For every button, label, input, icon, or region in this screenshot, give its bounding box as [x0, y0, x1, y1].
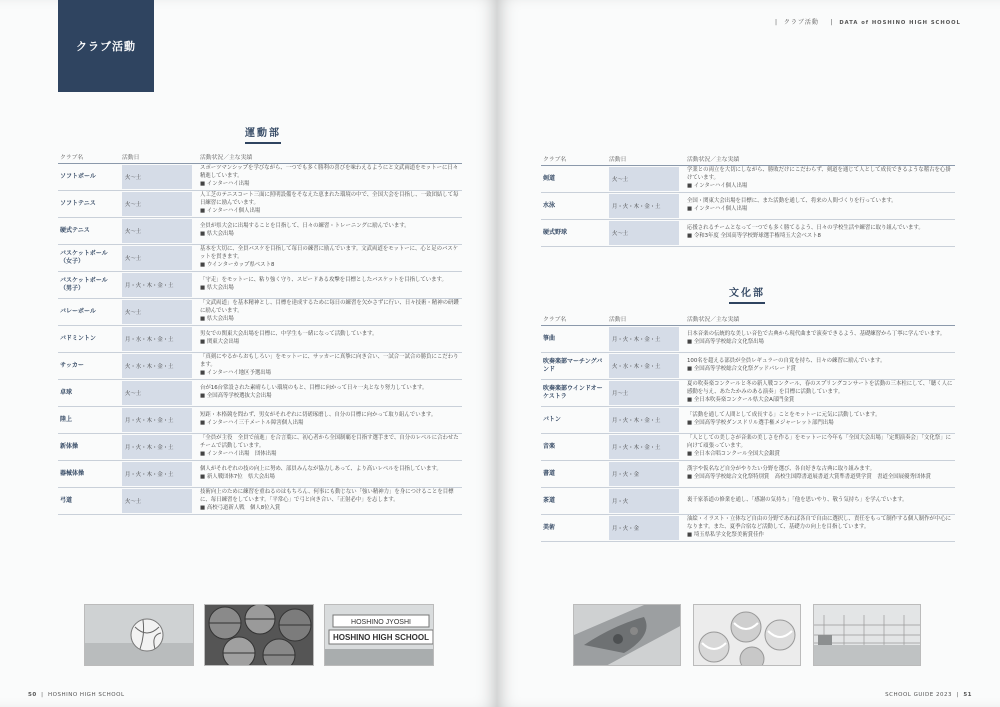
achievement: ■ 新人戦団体7位 県大会出場 [200, 474, 460, 482]
achievement: ■ インターハイ個人出場 [200, 208, 460, 216]
col-days: 活動日 [607, 314, 685, 326]
activity-days: 火・水・木・金・土 [609, 354, 679, 378]
sports-section-title: 運動部 [228, 124, 298, 144]
col-club: クラブ名 [58, 152, 120, 164]
table-row [541, 407, 955, 434]
left-footer-school: HOSHINO HIGH SCHOOL [48, 692, 125, 698]
activity-description-cell [685, 488, 955, 515]
table-row [541, 193, 955, 220]
table-row [541, 353, 955, 380]
activity-description-cell [198, 164, 462, 191]
table-row [58, 326, 462, 353]
activity-description-cell [685, 407, 955, 434]
activity-days: 月・火・木・金・土 [609, 408, 679, 432]
table-row [58, 245, 462, 272]
col-desc: 活動状況／主な実績 [685, 154, 955, 166]
club-name: 新体操 [58, 434, 120, 461]
activity-description-cell [198, 488, 462, 515]
activity-description: 全国・関東大会出場を目標に、また活動を通して、将来の人間づくりを行っています。 [687, 198, 897, 205]
table-row [541, 326, 955, 353]
club-name: 吹奏楽部マーチングバンド [541, 353, 607, 380]
activity-description: 台が16台常設された素晴らしい環境のもと、目標に向かって日々一丸となり努力しています。 [200, 385, 428, 392]
table-header-row [541, 314, 955, 326]
achievement: ■ ウインターカップ県ベスト8 [200, 262, 460, 270]
table-row [541, 380, 955, 407]
left-footer: 50 | HOSHINO HIGH SCHOOL [28, 692, 125, 698]
activity-description: 応援されるチームとなって一つでも多く勝てるよう、日々の学校生活や練習に取り組んでいます。 [687, 225, 924, 232]
achievement: ■ インターハイ個人出場 [687, 206, 953, 214]
club-name: 硬式テニス [58, 218, 120, 245]
activity-description: 裏千家茶道の修業を通し、「感謝の気持ち」「他を思いやり、敬う気持ち」を学んでいます。 [687, 497, 908, 504]
club-name: 卓球 [58, 380, 120, 407]
table-row [58, 299, 462, 326]
table-row [58, 191, 462, 218]
col-days: 活動日 [607, 154, 685, 166]
achievement: ■ 全国高等学校総合文化祭グッドパレード賞 [687, 366, 953, 374]
activity-days-cell [607, 434, 685, 461]
activity-days: 火〜土 [122, 219, 192, 243]
activity-days: 月・火・木・金・土 [122, 435, 192, 459]
paint-palette-photo [573, 604, 681, 666]
achievement: ■ 全国高等学校総合文化祭出場 [687, 339, 953, 347]
club-name: 弓道 [58, 488, 120, 515]
activity-days: 月・火 [609, 489, 679, 513]
activity-days-cell [607, 353, 685, 380]
achievement: ■ 県大会出場 [200, 231, 460, 239]
activity-description-cell [685, 434, 955, 461]
table-row [58, 353, 462, 380]
achievement: ■ 埼玉県私学文化祭美術賞佳作 [687, 532, 953, 540]
club-name: 剣道 [541, 166, 607, 193]
activity-days: 火〜土 [122, 246, 192, 270]
activity-days-cell [120, 245, 198, 272]
activity-days: 月・火・木・金・土 [609, 327, 679, 351]
activity-description: 「文武両道」を基本精神とし、目標を達成するために毎日の練習を欠かさずに行い、日々技術・精神の研鑽に励んでいます。 [200, 300, 459, 315]
club-name: サッカー [58, 353, 120, 380]
culture-section-title: 文化部 [712, 284, 782, 304]
achievement: ■ インターハイ出場 [200, 181, 460, 189]
running-section: クラブ活動 [783, 19, 819, 26]
achievement: ■ 全国高等学校選抜大会出場 [200, 393, 460, 401]
activity-description-cell [198, 245, 462, 272]
activity-days: 火〜土 [122, 381, 192, 405]
club-name: 茶道 [541, 488, 607, 515]
activity-days: 月・水・木・金・土 [122, 327, 192, 351]
activity-days: 月・火・木・金・土 [609, 435, 679, 459]
activity-days-cell [607, 515, 685, 542]
activity-days-cell [120, 218, 198, 245]
club-name: 水泳 [541, 193, 607, 220]
table-header-row [541, 154, 955, 166]
activity-description: 「人としての美しさが音楽の美しさを作る」をモットーに今年も「全国大会出場」「定期演奏会」「文化祭」に向けて頑張っています。 [687, 435, 951, 450]
activity-description: 「活動を通して人間として成長する」ことをモットーに元気に活動しています。 [687, 412, 881, 419]
activity-description-cell [685, 326, 955, 353]
achievement: ■ 関東大会出場 [200, 339, 460, 347]
table-row [541, 488, 955, 515]
table-row [58, 488, 462, 515]
right-footer: SCHOOL GUIDE 2023 | 51 [885, 692, 972, 698]
table-row [58, 164, 462, 191]
activity-description-cell [198, 434, 462, 461]
activity-description-cell [198, 380, 462, 407]
activity-description-cell [198, 326, 462, 353]
activity-description-cell [685, 193, 955, 220]
club-name: 吹奏楽部ウインドオーケストラ [541, 380, 607, 407]
activity-days: 月・火・金 [609, 516, 679, 540]
volleyball-photo [84, 604, 194, 666]
page-title: クラブ活動 [58, 0, 154, 92]
table-row [58, 272, 462, 299]
activity-description-cell [198, 299, 462, 326]
activity-days-cell [120, 434, 198, 461]
activity-description-cell [198, 353, 462, 380]
activity-days-cell [120, 380, 198, 407]
activity-days: 火〜土 [609, 221, 679, 245]
activity-days-cell [120, 461, 198, 488]
activity-description: 夏の吹奏楽コンクールと冬の新人戦コンクール、春のスプリングコンサートを活動の三本柱にして、「聴く人に感動を与え、あたたかみのある演奏」を目標に活動しています。 [687, 381, 953, 396]
achievement: ■ 県大会出場 [200, 285, 460, 293]
right-page-number: 51 [963, 692, 972, 698]
achievement: ■ インターハイ出場 団体出場 [200, 451, 460, 459]
activity-days: 火〜土 [122, 300, 192, 324]
activity-description: 技術向上のために練習を重ねるのはもちろん、何事にも動じない「強い精神力」を身につけることを目標に、毎日練習をしています。「平常心」で弓と向き合い、「正射必中」を志します。 [200, 489, 454, 504]
club-name: バドミントン [58, 326, 120, 353]
table-row [541, 515, 955, 542]
club-name: 書道 [541, 461, 607, 488]
club-name: 美術 [541, 515, 607, 542]
achievement: ■ 全日本吹奏楽コンクール県大会A部門金賞 [687, 397, 953, 405]
left-page-number: 50 [28, 692, 37, 698]
club-name: 陸上 [58, 407, 120, 434]
table-row [541, 220, 955, 247]
club-name: バスケットボール（女子） [58, 245, 120, 272]
achievement: ■ 高校弓道新人戦 個人8位入賞 [200, 505, 460, 513]
activity-days-cell [120, 488, 198, 515]
activity-description-cell [685, 220, 955, 247]
club-name: バトン [541, 407, 607, 434]
activity-days: 月・火・木・金・土 [609, 194, 679, 218]
table-row [58, 218, 462, 245]
table-row [541, 434, 955, 461]
activity-description-cell [198, 461, 462, 488]
table-row [541, 166, 955, 193]
club-name: 器械体操 [58, 461, 120, 488]
table-row [58, 434, 462, 461]
club-name: 硬式野球 [541, 220, 607, 247]
club-name: 箏曲 [541, 326, 607, 353]
col-desc: 活動状況／主な実績 [198, 152, 462, 164]
activity-description-cell [685, 166, 955, 193]
activity-description: スポーツマンシップを学びながら、一つでも多く勝利の喜びを味わえるようにと文武両道をモットーに日々精進しています。 [200, 165, 459, 180]
activity-days-cell [607, 193, 685, 220]
activity-days: 火〜土 [122, 489, 192, 513]
activity-days: 火〜土 [609, 167, 679, 191]
culture-table [541, 314, 955, 542]
table-row [58, 461, 462, 488]
activity-description: 漢字や仮名など自分がやりたい分野を選び、各自好きな古典に取り組みます。 [687, 466, 876, 473]
table-row [58, 380, 462, 407]
basketballs-photo [204, 604, 314, 666]
sign-line-1: HOSHINO JYOSHI [351, 619, 411, 626]
sports-field-photo [813, 604, 921, 666]
sports-table [58, 152, 462, 515]
activity-description-cell [198, 272, 462, 299]
activity-days-cell [120, 353, 198, 380]
right-footer-guide: SCHOOL GUIDE 2023 [885, 692, 952, 698]
table-header-row [58, 152, 462, 164]
activity-description-cell [685, 461, 955, 488]
achievement: ■ 県大会出場 [200, 316, 460, 324]
running-site: DATA of HOSHINO HIGH SCHOOL [839, 20, 961, 26]
table-row [58, 407, 462, 434]
activity-days: 火〜土 [122, 192, 192, 216]
activity-days-cell [120, 299, 198, 326]
activity-days-cell [607, 166, 685, 193]
activity-days-cell [120, 191, 198, 218]
activity-days-cell [120, 164, 198, 191]
activity-description: 個人がそれぞれの技の向上に努め、部員みんなが協力しあって、より高いレベルを目指しています。 [200, 466, 442, 473]
achievement: ■ 令和3年度 全国高等学校野球選手権埼玉大会ベスト8 [687, 233, 953, 241]
running-header: | クラブ活動 | DATA of HOSHINO HIGH SCHOOL [775, 19, 961, 26]
activity-days-cell [120, 326, 198, 353]
sign-line-2: HOSHINO HIGH SCHOOL [332, 633, 430, 642]
activity-description: 「真剣にやるからおもしろい」をモットーに、サッカーに真摯に向き合い、一試合一試合の勝負にこだわります。 [200, 354, 459, 369]
activity-description-cell [685, 380, 955, 407]
activity-days: 月・火・木・金・土 [122, 408, 192, 432]
achievement: ■ インターハイ地区予選出場 [200, 370, 460, 378]
left-page [0, 0, 497, 707]
activity-days-cell [607, 220, 685, 247]
activity-days-cell [120, 272, 198, 299]
activity-description: 「守走」をモットーに、粘り強く守り、スピードある攻撃を目標としたバスケットを目指しています。 [200, 277, 447, 284]
activity-days-cell [607, 380, 685, 407]
table-row [541, 461, 955, 488]
activity-description: 油絵・イラスト・立体など自由の分野であれば各自で自由に選択し、責任をもって制作する個人制作が中心になります。また、夏季合宿など活動して、基礎力の向上を目指しています。 [687, 516, 951, 531]
col-club: クラブ名 [541, 154, 607, 166]
tennis-balls-photo [693, 604, 801, 666]
club-name: 音楽 [541, 434, 607, 461]
col-days: 活動日 [120, 152, 198, 164]
achievement: ■ インターハイ個人出場 [687, 183, 953, 191]
activity-days-cell [607, 326, 685, 353]
activity-description: 100名を超える部員が全員レギュラーの自覚を持ち、日々の練習に励んでいます。 [687, 358, 886, 365]
achievement: ■ インターハイ三千メートル障害個人出場 [200, 420, 460, 428]
activity-description: 基本を大切に、全員バスケを目指して毎日の練習に励んでいます。文武両道をモットーに、心と足のバスケットを貫きます。 [200, 246, 459, 261]
activity-days-cell [607, 407, 685, 434]
activity-days: 月・火・木・金・土 [122, 462, 192, 486]
achievement: ■ 全国高等学校ダンスドリル選手権メジャーレット部門出場 [687, 420, 953, 428]
activity-description: 全員が県大会に出場することを目指して、日々の練習・トレーニングに励んでいます。 [200, 223, 410, 230]
activity-description-cell [198, 218, 462, 245]
activity-description-cell [198, 191, 462, 218]
col-desc: 活動状況／主な実績 [685, 314, 955, 326]
activity-description-cell [198, 407, 462, 434]
activity-days-cell [607, 461, 685, 488]
club-name: バスケットボール（男子） [58, 272, 120, 299]
achievement: ■ 全国高等学校総合文化祭特別賞 高校生国際書道展書道大賞準書道奨学賞 書道全国展優秀団体賞 [687, 474, 953, 482]
activity-description: 短距・本格競を問わず、男女がそれぞれに切磋琢磨し、自分の目標に向かって取り組んでいます。 [200, 412, 437, 419]
col-club: クラブ名 [541, 314, 607, 326]
right-page [497, 0, 1000, 707]
sports-table-continued [541, 154, 955, 247]
activity-days: 火・水・木・金・土 [122, 354, 192, 378]
club-name: ソフトテニス [58, 191, 120, 218]
activity-days: 火〜土 [122, 165, 192, 189]
school-sign-photo [324, 604, 434, 666]
activity-description: 日本音楽の伝統的な美しい音色で古典から現代曲まで演奏できるよう、基礎練習から丁寧に学んでいます。 [687, 331, 946, 338]
activity-description: 男女での関東大会出場を目標に、中学生も一緒になって活動しています。 [200, 331, 378, 338]
activity-description-cell [685, 353, 955, 380]
activity-days: 月・火・金 [609, 462, 679, 486]
activity-description: 学業との両立を大切にしながら、勝敗だけにこだわらず、剣道を通じて人として成長できるような稽古を心掛けています。 [687, 167, 951, 182]
activity-days-cell [607, 488, 685, 515]
club-name: バレーボール [58, 299, 120, 326]
activity-days: 月・火・木・金・土 [122, 273, 192, 297]
activity-days-cell [120, 407, 198, 434]
activity-description-cell [685, 515, 955, 542]
activity-description: 「全員が主役 全員で前進」を合言葉に、初心者から全国制覇を目指す選手まで、自分のレベルに合わせたチームで活動しています。 [200, 435, 459, 450]
activity-description: 人工芝のテニスコート三面に照明設備をそなえた恵まれた環境の中で、全国大会を目指し、一致団結して毎日練習に励んでいます。 [200, 192, 459, 207]
activity-days: 月〜土 [609, 381, 679, 405]
club-name: ソフトボール [58, 164, 120, 191]
achievement: ■ 全日本合唱コンクール全国大会銀賞 [687, 451, 953, 459]
